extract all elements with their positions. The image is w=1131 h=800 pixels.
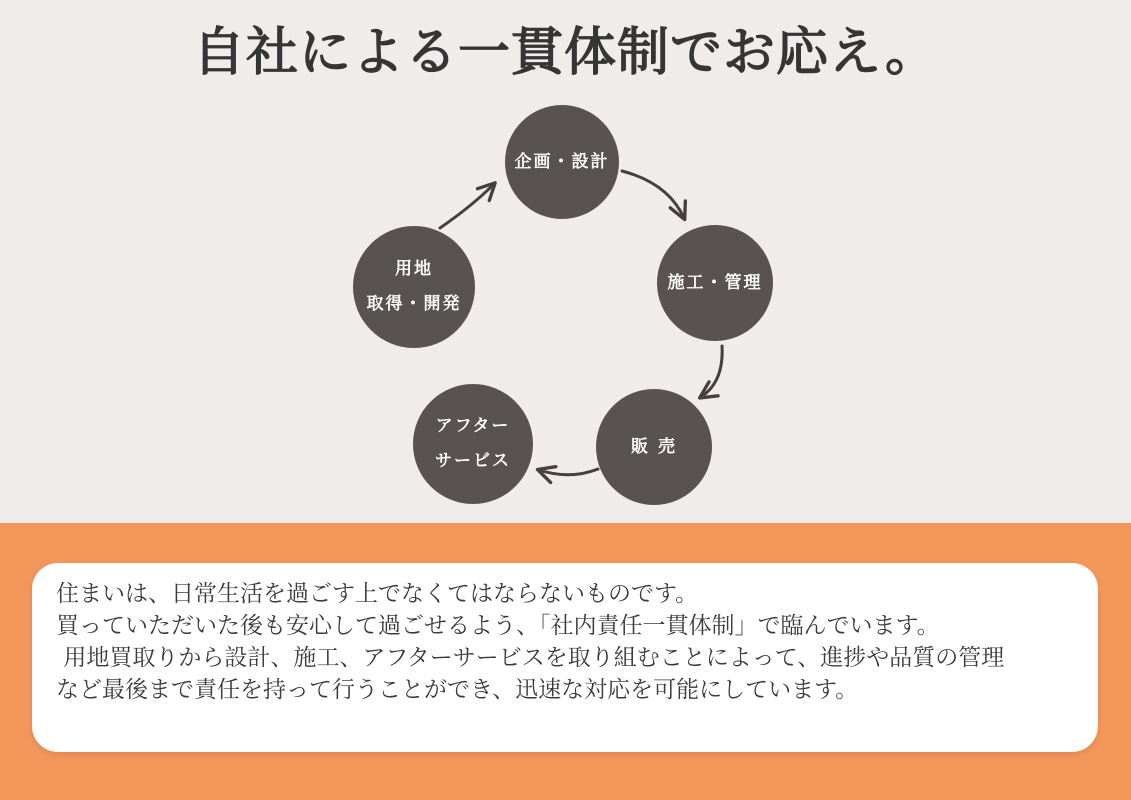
node-label: 販 売	[631, 436, 677, 457]
node-label: アフター	[435, 416, 511, 436]
description-section	[0, 523, 1131, 800]
node-label: 用地	[395, 259, 433, 279]
node-sales	[596, 389, 712, 505]
node-label: 企画・設計	[514, 151, 610, 172]
node-planning-design	[505, 105, 619, 219]
description-box	[32, 563, 1098, 752]
node-after-service	[413, 384, 533, 504]
arrow-planning-to-construction-icon	[622, 171, 684, 218]
description-line: など最後まで責任を持って行うことができ、迅速な対応を可能にしています。	[56, 677, 859, 703]
node-land-acquisition-development	[353, 226, 475, 348]
node-label: 取得・開発	[366, 294, 462, 314]
page-title: 自社による一貫体制でお応え。	[192, 23, 939, 83]
arrow-construction-to-sales-icon	[701, 346, 722, 397]
description-line: 用地買取りから設計、施工、アフターサービスを取り組むことによって、進捗や品質の管理	[56, 645, 1005, 671]
arrow-sales-to-afterservice-icon	[539, 469, 598, 475]
node-label: サービス	[435, 451, 511, 471]
node-construction-management	[657, 225, 773, 341]
node-label: 施工・管理	[667, 272, 763, 293]
arrow-land-to-planning-icon	[440, 184, 494, 228]
description-line: 住まいは、日常生活を過ごす上でなくてはならないものです。	[56, 581, 699, 607]
description-line: 買っていただいた後も安心して過ごせるよう、「社内責任一貫体制」で臨んでいます。	[56, 613, 940, 639]
